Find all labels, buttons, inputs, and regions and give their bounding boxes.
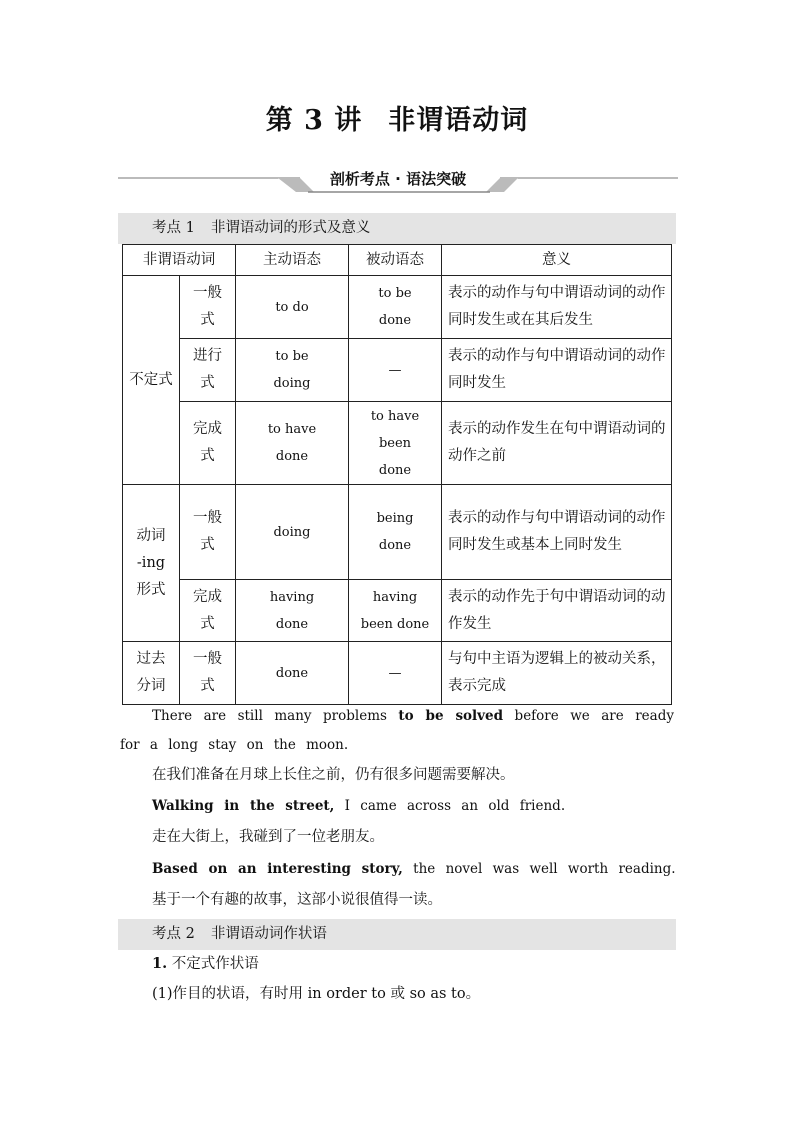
- lecture-title: 非谓语动词: [388, 105, 529, 136]
- example-sentence-en: [152, 792, 565, 821]
- subheading-1: [152, 949, 259, 979]
- banner-text: 剖析考点 · 语法突破: [329, 170, 467, 188]
- form-cell: 进行式: [180, 339, 236, 402]
- example-sentence-en: [152, 855, 676, 884]
- form-cell: 完成式: [180, 402, 236, 485]
- active-cell: to be doing: [236, 339, 349, 402]
- form-cell: 一般式: [180, 485, 236, 580]
- form-cell: 一般式: [180, 276, 236, 339]
- table-header-row: [123, 245, 672, 276]
- passive-cell: having been done: [349, 580, 442, 642]
- section-heading-1: [118, 213, 676, 244]
- meaning-cell: 表示的动作先于句中谓语动词的动作发生: [442, 580, 672, 642]
- page-title: [0, 98, 794, 137]
- section-title: 非谓语动词的形式及意义: [210, 220, 371, 236]
- meaning-cell: 表示的动作发生在句中谓语动词的动作之前: [442, 402, 672, 485]
- table-header: 意义: [442, 245, 672, 276]
- table-row: [123, 402, 672, 485]
- passive-cell: —: [349, 642, 442, 705]
- meaning-cell: 表示的动作与句中谓语动词的动作同时发生或基本上同时发生: [442, 485, 672, 580]
- lecture-number: 第 3 讲: [265, 105, 363, 136]
- table-row: [123, 339, 672, 402]
- table-row: [123, 580, 672, 642]
- active-cell: doing: [236, 485, 349, 580]
- example-translation: 基于一个有趣的故事，这部小说很值得一读。: [152, 892, 442, 908]
- nonfinite-verb-table: [122, 244, 672, 705]
- subheading-2: (1)作目的状语，有时用 in order to 或 so as to。: [152, 986, 481, 1002]
- example-text: There are still many problems: [152, 708, 387, 724]
- meaning-cell: 表示的动作与句中谓语动词的动作同时发生或在其后发生: [442, 276, 672, 339]
- table-header: 被动语态: [349, 245, 442, 276]
- example-highlight: Based on an interesting story,: [152, 861, 403, 877]
- table-header: 主动语态: [236, 245, 349, 276]
- example-text: the novel was well worth reading.: [413, 861, 676, 877]
- section-number: 考点 2: [152, 926, 195, 942]
- example-sentence-en: [120, 702, 674, 760]
- example-translation: 走在大街上，我碰到了一位老朋友。: [152, 829, 384, 845]
- example-text: before we are ready for a long stay on the moon.: [120, 708, 674, 753]
- passive-cell: to be done: [349, 276, 442, 339]
- section-title: 非谓语动词作状语: [210, 926, 327, 942]
- passive-cell: to have been done: [349, 402, 442, 485]
- meaning-cell: 表示的动作与句中谓语动词的动作同时发生: [442, 339, 672, 402]
- section-heading-2: [118, 919, 676, 950]
- active-cell: having done: [236, 580, 349, 642]
- active-cell: to do: [236, 276, 349, 339]
- group-label: 不定式: [123, 276, 180, 485]
- table-row: [123, 276, 672, 339]
- table-row: [123, 642, 672, 705]
- form-cell: 一般式: [180, 642, 236, 705]
- active-cell: done: [236, 642, 349, 705]
- example-highlight: Walking in the street,: [152, 798, 335, 814]
- group-label: 过去分词: [123, 642, 180, 705]
- subheading-text: 不定式作状语: [171, 956, 259, 972]
- example-translation: 在我们准备在月球上长住之前，仍有很多问题需要解决。: [152, 767, 515, 783]
- table-row: [123, 485, 672, 580]
- section-number: 考点 1: [152, 220, 195, 236]
- subheading-number: 1.: [152, 955, 168, 972]
- group-label: 动词 -ing 形式: [123, 485, 180, 642]
- meaning-cell: 与句中主语为逻辑上的被动关系，表示完成: [442, 642, 672, 705]
- passive-cell: being done: [349, 485, 442, 580]
- section-banner: [118, 166, 678, 194]
- passive-cell: —: [349, 339, 442, 402]
- example-text: I came across an old friend.: [344, 798, 566, 814]
- active-cell: to have done: [236, 402, 349, 485]
- table-header: 非谓语动词: [123, 245, 236, 276]
- form-cell: 完成式: [180, 580, 236, 642]
- example-highlight: to be solved: [398, 708, 504, 724]
